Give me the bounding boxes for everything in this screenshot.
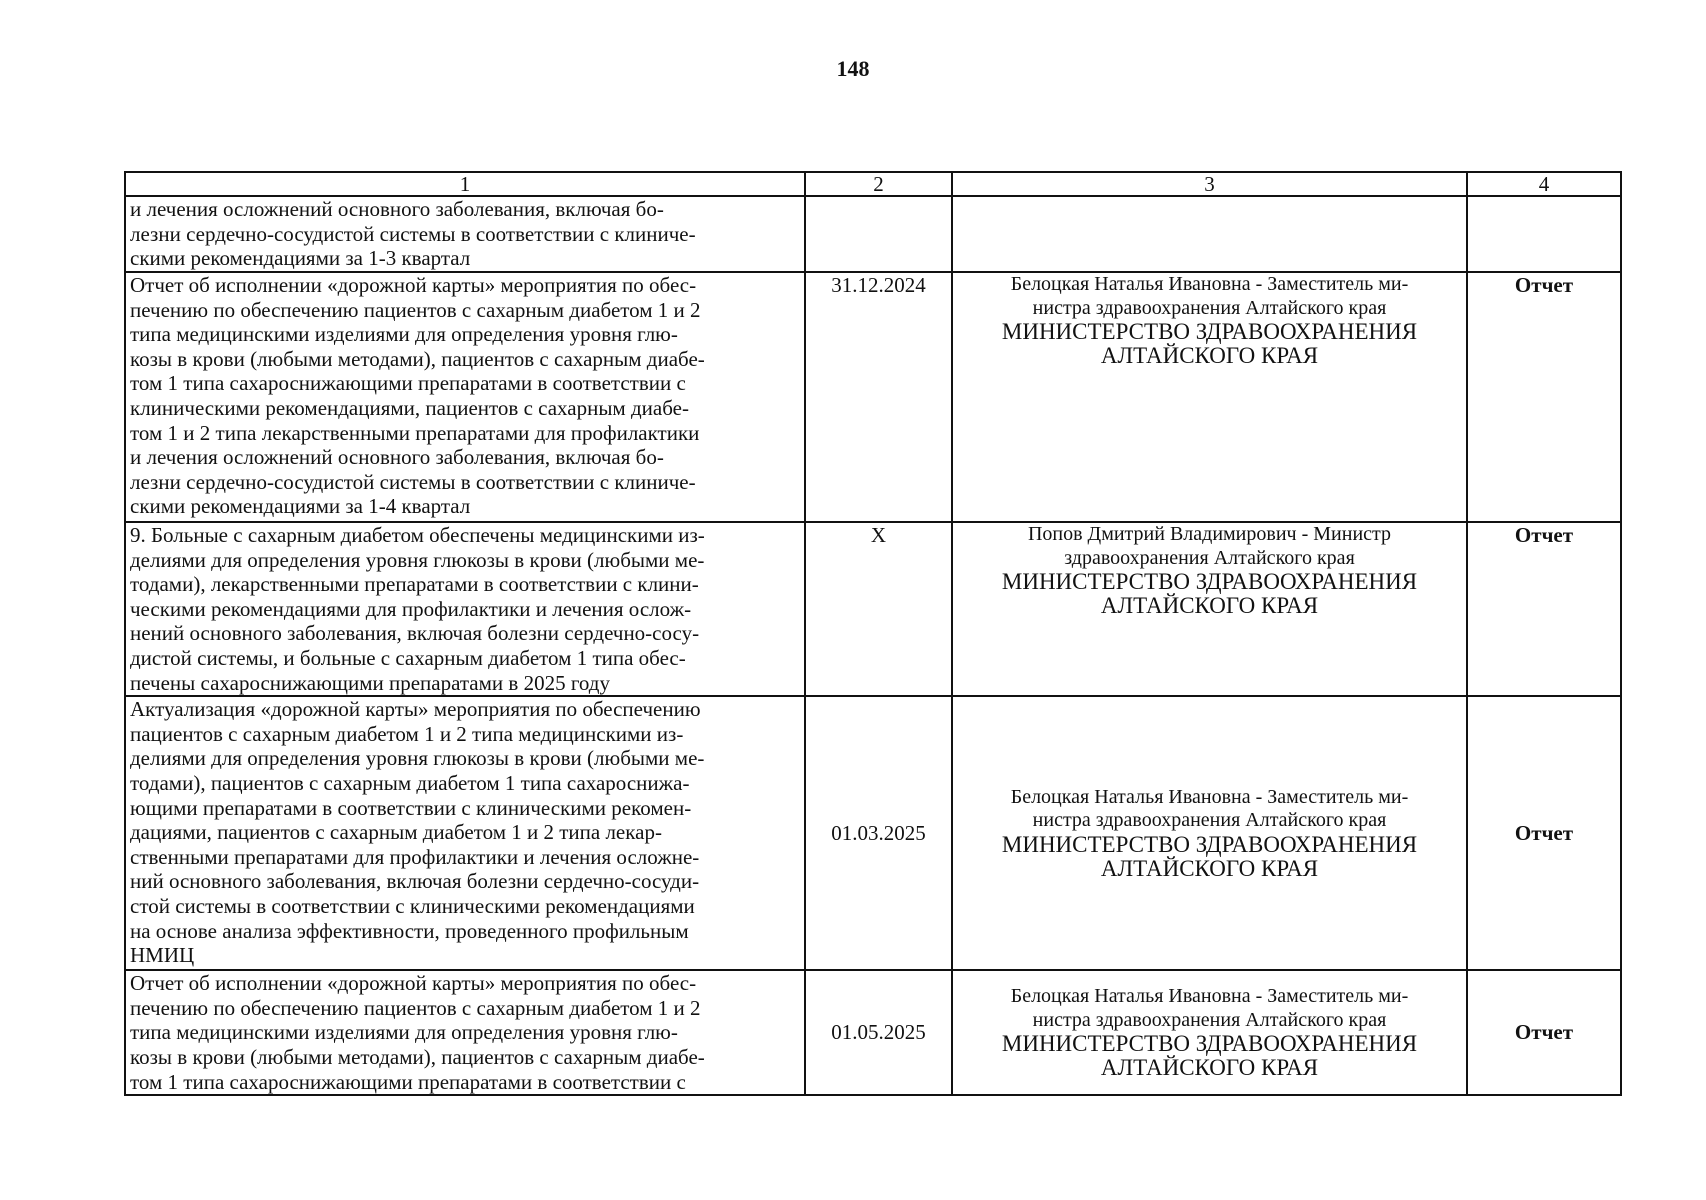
- row-deadline: X: [805, 522, 952, 696]
- table-row: [125, 196, 1621, 272]
- column-header-2: 2: [805, 172, 952, 196]
- row-responsible: [952, 696, 1467, 970]
- row-deadline: [805, 196, 952, 272]
- responsible-person: Попов Дмитрий Владимирович - Министр здравоохранения Алтайского края: [1027, 523, 1392, 569]
- row-responsible: [952, 970, 1467, 1095]
- responsible-organization: МИНИСТЕРСТВО ЗДРАВООХРАНЕНИЯ АЛТАЙСКОГО КРАЯ: [1001, 319, 1418, 368]
- table-row: [125, 522, 1621, 696]
- row-description: Отчет об исполнении «дорожной карты» мероприятия по обес- печению по обеспечению пациентов с сахарным диабетом 1 и 2 типа медицинскими изделиями для определения уровня глю- козы в крови (любыми методами), пациентов с сахарным диабе- том 1 типа сахароснижающими препаратами в соответствии с: [125, 970, 805, 1095]
- row-result-type: Отчет: [1467, 522, 1621, 696]
- column-header-3: 3: [952, 172, 1467, 196]
- column-header-1: 1: [125, 172, 805, 196]
- row-deadline: 01.03.2025: [805, 696, 952, 970]
- row-description: Отчет об исполнении «дорожной карты» мероприятия по обес- печению по обеспечению пациентов с сахарным диабетом 1 и 2 типа медицинскими изделиями для определения уровня глю- козы в крови (любыми методами), пациентов с сахарным диабе- том 1 типа сахароснижающими препаратами в соответствии с клиническими рекомендациями, пациентов с сахарным диабе- том 1 и 2 типа лекарственными препаратами для профилактики и лечения осложнений основного заболевания, включая бо- лезни сердечно-сосудистой системы в соответствии с клиниче- скими рекомендациями за 1-4 квартал: [125, 272, 805, 522]
- row-result-type: Отчет: [1467, 970, 1621, 1095]
- responsible-person: Белоцкая Наталья Ивановна - Заместитель ми- нистра здравоохранения Алтайского края: [1010, 985, 1409, 1031]
- row-responsible: [952, 522, 1467, 696]
- plan-table: [124, 171, 1622, 1096]
- row-description: и лечения осложнений основного заболевания, включая бо- лезни сердечно-сосудистой системы в соответствии с клиниче- скими рекомендациями за 1-3 квартал: [125, 196, 805, 272]
- row-result-type: Отчет: [1467, 696, 1621, 970]
- responsible-person: Белоцкая Наталья Ивановна - Заместитель ми- нистра здравоохранения Алтайского края: [1010, 785, 1409, 832]
- row-deadline: 01.05.2025: [805, 970, 952, 1095]
- row-responsible: [952, 196, 1467, 272]
- row-description: 9. Больные с сахарным диабетом обеспечены медицинскими из- делиями для определения уровня глюкозы в крови (любыми ме- тодами), лекарственными препаратами в соответствии с клини- ческими рекомендациями для профилактики и лечения ослож- нений основного заболевания, включая болезни сердечно-сосу- дистой системы, и больные с сахарным диабетом 1 типа обес- печены сахароснижающими препаратами в 2025 году: [125, 522, 805, 696]
- responsible-organization: МИНИСТЕРСТВО ЗДРАВООХРАНЕНИЯ АЛТАЙСКОГО КРАЯ: [1001, 831, 1418, 881]
- row-deadline: 31.12.2024: [805, 272, 952, 522]
- column-header-4: 4: [1467, 172, 1621, 196]
- responsible-organization: МИНИСТЕРСТВО ЗДРАВООХРАНЕНИЯ АЛТАЙСКОГО КРАЯ: [1001, 1031, 1418, 1081]
- page-number: 148: [836, 56, 870, 81]
- row-result-type: [1467, 196, 1621, 272]
- row-description: Актуализация «дорожной карты» мероприятия по обеспечению пациентов с сахарным диабетом 1 и 2 типа медицинскими из- делиями для определения уровня глюкозы в крови (любыми ме- тодами), пациентов с сахарным диабетом 1 типа сахароснижа- ющими препаратами в соответствии с клиническими рекомен- дациями, пациентов с сахарным диабетом 1 и 2 типа лекар- ственными препаратами для профилактики и лечения осложне- ний основного заболевания, включая болезни сердечно-сосуди- стой системы в соответствии с клиническими рекомендациями на основе анализа эффективности, проведенного профильным НМИЦ: [125, 696, 805, 970]
- table-row: [125, 970, 1621, 1095]
- table-header-row: [125, 172, 1621, 196]
- responsible-person: Белоцкая Наталья Ивановна - Заместитель ми- нистра здравоохранения Алтайского края: [1010, 273, 1409, 319]
- row-result-type: Отчет: [1467, 272, 1621, 522]
- table-row: [125, 696, 1621, 970]
- row-responsible: [952, 272, 1467, 522]
- responsible-organization: МИНИСТЕРСТВО ЗДРАВООХРАНЕНИЯ АЛТАЙСКОГО КРАЯ: [1001, 569, 1418, 618]
- table-row: [125, 272, 1621, 522]
